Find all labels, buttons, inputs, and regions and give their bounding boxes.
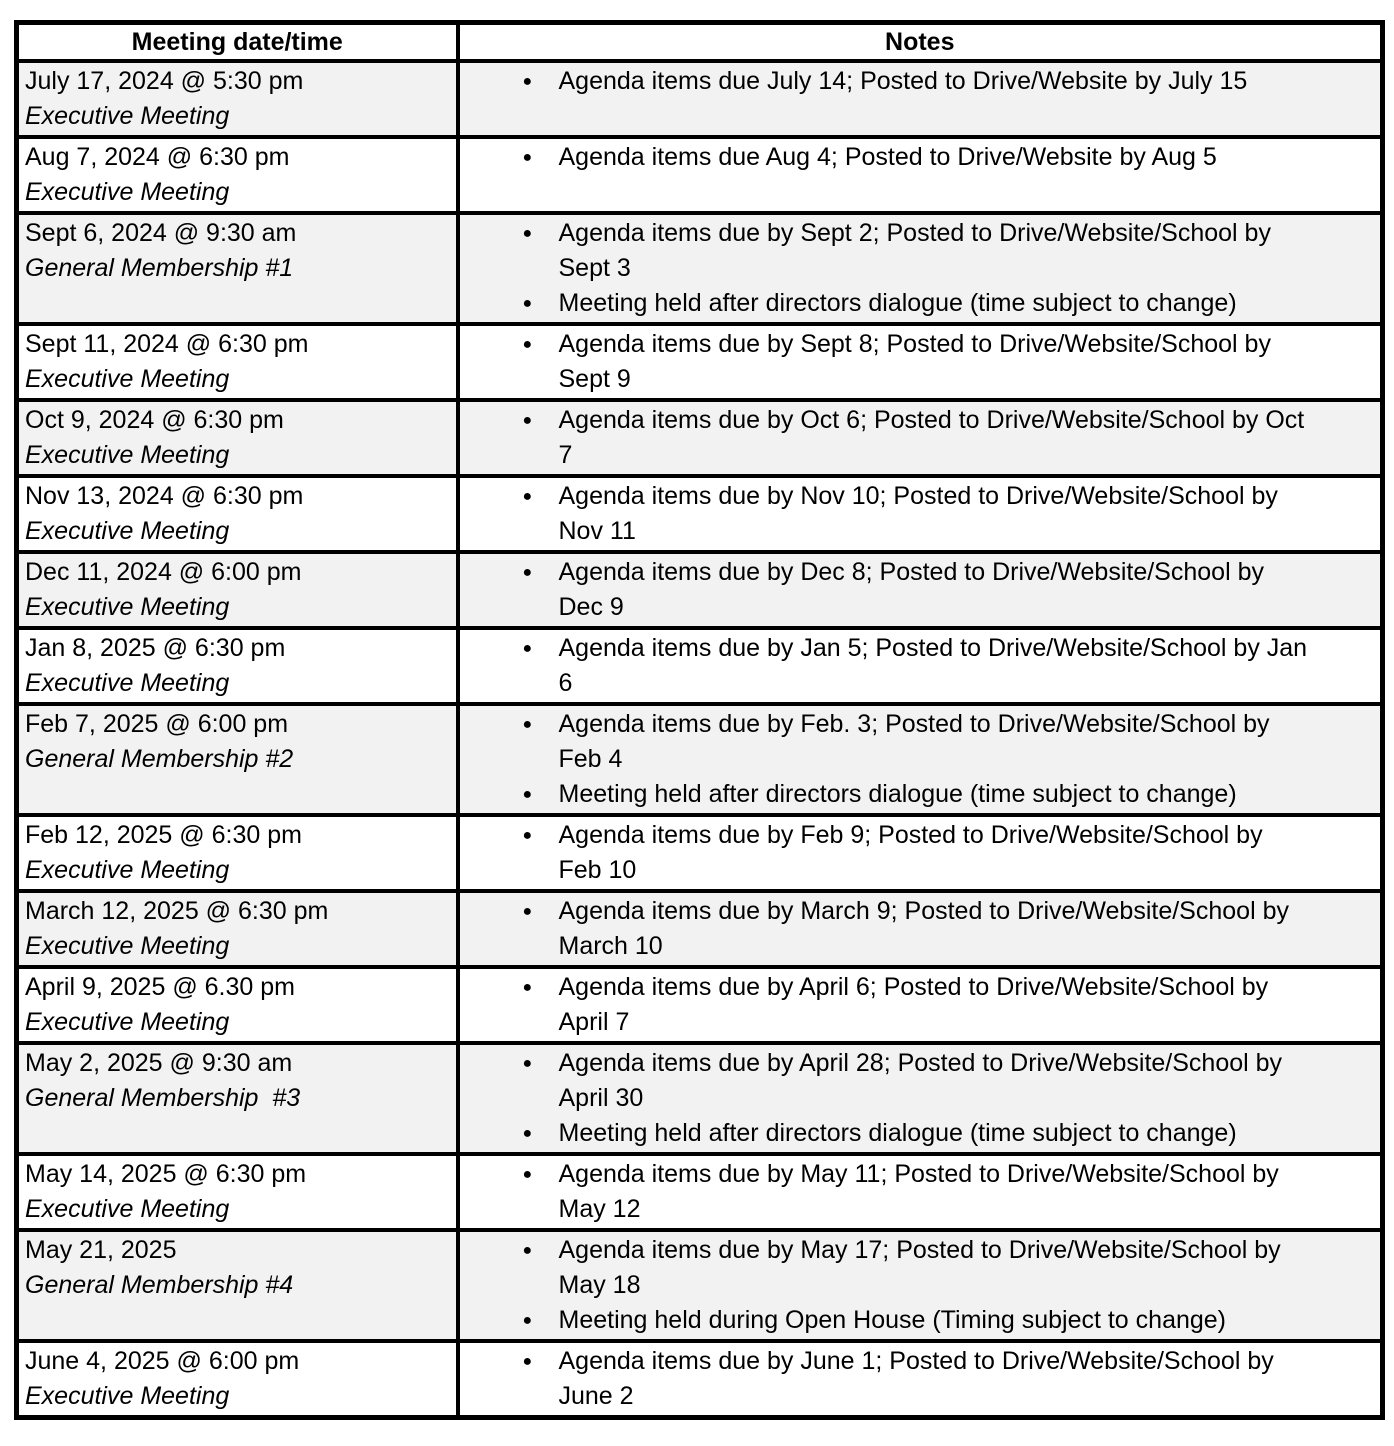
meeting-datetime: March 12, 2025 @ 6:30 pm [25,897,329,925]
meeting-datetime: Sept 11, 2024 @ 6:30 pm [25,330,309,358]
table-row [17,213,1383,324]
notes-list [460,1344,1381,1414]
meeting-date-cell [17,476,458,552]
note-item: ● Agenda items due by March 9; Posted to Drive/Website/School by March 10 [559,894,1309,964]
notes-cell [458,552,1383,628]
meeting-date-cell [17,1043,458,1154]
meeting-datetime: Oct 9, 2024 @ 6:30 pm [25,406,284,434]
meeting-date-cell [17,815,458,891]
meeting-date-cell [17,137,458,213]
notes-cell [458,400,1383,476]
meeting-type: General Membership #2 [25,745,294,773]
note-item: ● Agenda items due by April 6; Posted to Drive/Website/School by April 7 [559,970,1309,1040]
table-row [17,400,1383,476]
table-row [17,61,1383,137]
meeting-type: Executive Meeting [25,856,230,884]
notes-cell [458,967,1383,1043]
note-item: ● Meeting held after directors dialogue (time subject to change) [559,286,1309,321]
meeting-datetime: June 4, 2025 @ 6:00 pm [25,1347,300,1375]
note-item: ● Agenda items due by May 17; Posted to Drive/Website/School by May 18 [559,1233,1309,1303]
meeting-datetime: Jan 8, 2025 @ 6:30 pm [25,634,286,662]
notes-list [460,479,1381,549]
meeting-type: Executive Meeting [25,441,230,469]
meeting-type: Executive Meeting [25,932,230,960]
meeting-datetime: Nov 13, 2024 @ 6:30 pm [25,482,304,510]
notes-cell [458,61,1383,137]
notes-cell [458,324,1383,400]
meeting-datetime: July 17, 2024 @ 5:30 pm [25,67,304,95]
note-item: ● Agenda items due by Dec 8; Posted to Drive/Website/School by Dec 9 [559,555,1309,625]
notes-cell [458,476,1383,552]
notes-list [460,970,1381,1040]
table-row [17,891,1383,967]
notes-list [460,327,1381,397]
meeting-datetime: Feb 7, 2025 @ 6:00 pm [25,710,289,738]
notes-cell [458,815,1383,891]
meeting-type: Executive Meeting [25,669,230,697]
meeting-date-cell [17,552,458,628]
notes-cell [458,1043,1383,1154]
meeting-date-cell [17,1154,458,1230]
table-row [17,815,1383,891]
meeting-date-cell [17,400,458,476]
table-row [17,1043,1383,1154]
table-row [17,1154,1383,1230]
meeting-type: General Membership #4 [25,1271,294,1299]
meeting-date-cell [17,704,458,815]
notes-list [460,1157,1381,1227]
meeting-schedule-table [14,20,1385,1420]
note-item: ● Meeting held after directors dialogue (time subject to change) [559,777,1309,812]
meeting-date-cell [17,1341,458,1418]
table-row [17,1341,1383,1418]
meeting-datetime: May 14, 2025 @ 6:30 pm [25,1160,307,1188]
note-item: ● Agenda items due by Feb. 3; Posted to Drive/Website/School by Feb 4 [559,707,1309,777]
notes-list [460,1046,1381,1151]
meeting-datetime: Feb 12, 2025 @ 6:30 pm [25,821,302,849]
notes-list [460,140,1381,175]
note-item: ● Agenda items due Aug 4; Posted to Drive/Website by Aug 5 [559,140,1309,175]
meeting-datetime: May 2, 2025 @ 9:30 am [25,1049,293,1077]
notes-list [460,555,1381,625]
note-item: ● Agenda items due by Sept 8; Posted to Drive/Website/School by Sept 9 [559,327,1309,397]
notes-list [460,894,1381,964]
meeting-date-cell [17,324,458,400]
meeting-type: Executive Meeting [25,593,230,621]
notes-list [460,707,1381,812]
note-item: ● Agenda items due by Oct 6; Posted to Drive/Website/School by Oct 7 [559,403,1309,473]
note-item: ● Agenda items due by Sept 2; Posted to Drive/Website/School by Sept 3 [559,216,1309,286]
notes-cell [458,704,1383,815]
meeting-type: Executive Meeting [25,1195,230,1223]
meeting-type: Executive Meeting [25,102,230,130]
notes-list [460,818,1381,888]
note-item: ● Agenda items due by May 11; Posted to Drive/Website/School by May 12 [559,1157,1309,1227]
meeting-date-cell [17,213,458,324]
header-meeting-datetime: Meeting date/time [17,23,458,62]
meeting-datetime: Sept 6, 2024 @ 9:30 am [25,219,297,247]
notes-cell [458,628,1383,704]
meeting-type: Executive Meeting [25,1008,230,1036]
note-item: ● Agenda items due by Feb 9; Posted to Drive/Website/School by Feb 10 [559,818,1309,888]
notes-list [460,1233,1381,1338]
meeting-date-cell [17,628,458,704]
notes-cell [458,1154,1383,1230]
notes-cell [458,137,1383,213]
notes-list [460,403,1381,473]
table-row [17,137,1383,213]
table-row [17,967,1383,1043]
table-row [17,1230,1383,1341]
meeting-type: General Membership #3 [25,1084,301,1112]
note-item: ● Agenda items due by Nov 10; Posted to Drive/Website/School by Nov 11 [559,479,1309,549]
notes-cell [458,891,1383,967]
meeting-datetime: April 9, 2025 @ 6.30 pm [25,973,295,1001]
notes-list [460,631,1381,701]
note-item: ● Meeting held during Open House (Timing subject to change) [559,1303,1309,1338]
meeting-date-cell [17,891,458,967]
note-item: ● Agenda items due July 14; Posted to Drive/Website by July 15 [559,64,1309,99]
table-row [17,704,1383,815]
note-item: ● Meeting held after directors dialogue (time subject to change) [559,1116,1309,1151]
header-row [17,23,1383,62]
meeting-datetime: May 21, 2025 [25,1236,177,1264]
table-row [17,628,1383,704]
note-item: ● Agenda items due by June 1; Posted to Drive/Website/School by June 2 [559,1344,1309,1414]
meeting-type: Executive Meeting [25,178,230,206]
meeting-datetime: Aug 7, 2024 @ 6:30 pm [25,143,290,171]
meeting-type: General Membership #1 [25,254,294,282]
notes-cell [458,1230,1383,1341]
table-row [17,476,1383,552]
note-item: ● Agenda items due by Jan 5; Posted to Drive/Website/School by Jan 6 [559,631,1309,701]
meeting-type: Executive Meeting [25,517,230,545]
notes-list [460,216,1381,321]
notes-cell [458,213,1383,324]
note-item: ● Agenda items due by April 28; Posted to Drive/Website/School by April 30 [559,1046,1309,1116]
notes-list [460,64,1381,99]
meeting-date-cell [17,61,458,137]
meeting-type: Executive Meeting [25,1382,230,1410]
header-notes: Notes [458,23,1383,62]
notes-cell [458,1341,1383,1418]
meeting-date-cell [17,967,458,1043]
meeting-type: Executive Meeting [25,365,230,393]
table-row [17,324,1383,400]
table-row [17,552,1383,628]
meeting-date-cell [17,1230,458,1341]
meeting-datetime: Dec 11, 2024 @ 6:00 pm [25,558,302,586]
